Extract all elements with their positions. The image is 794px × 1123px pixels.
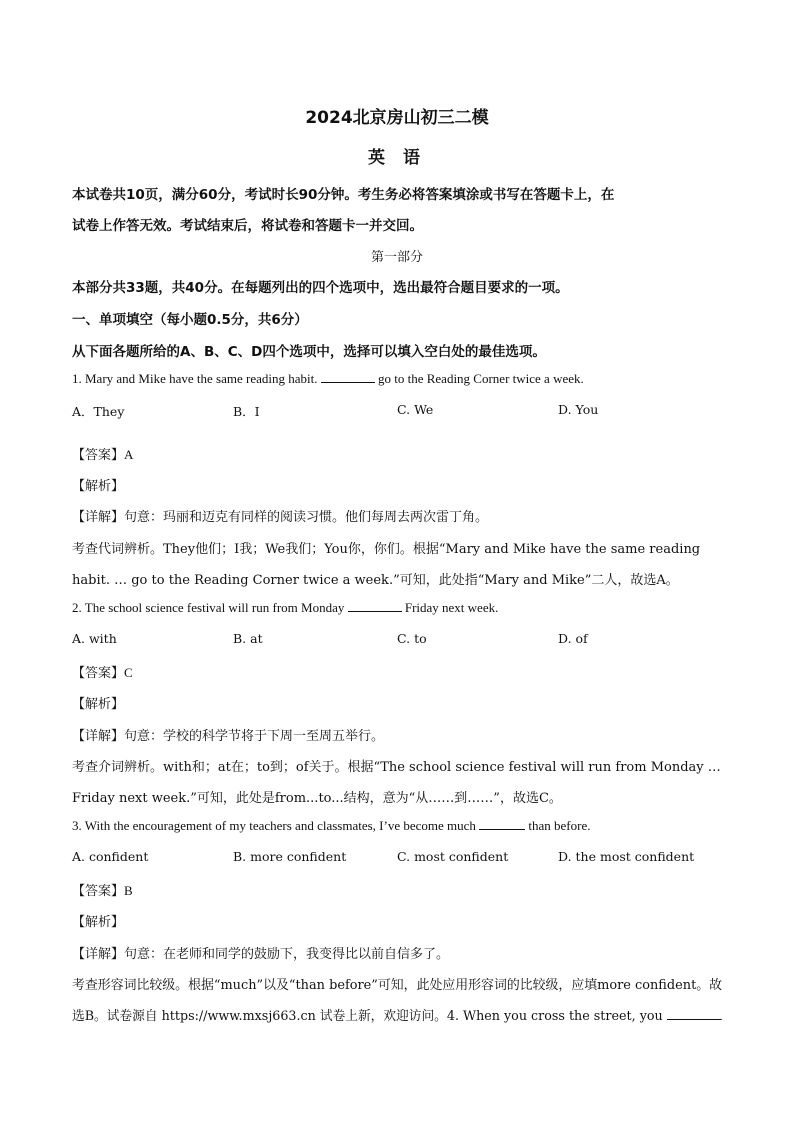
question-1-detail: 【详解】句意：玛丽和迈克有同样的阅读习惯。他们每周去两次雷丁角。 bbox=[72, 510, 489, 525]
question-1-explanation-2: habit. … go to the Reading Corner twice a week.”可知，此处指“Mary and Mike”二人，故选A。 bbox=[72, 573, 679, 588]
question-2-explanation-1: 考查介词辨析。with和；at在；to到；of关于。根据“The school science festival will run from Monday … bbox=[72, 760, 721, 775]
question-3-option-a: A. confident bbox=[72, 849, 149, 864]
question-1-stem: 1. Mary and Mike have the same reading habit. go to the Reading Corner twice a week. bbox=[72, 371, 584, 386]
intro-line-1: 本试卷共10页，满分60分，考试时长90分钟。考生务必将答案填涂或书写在答题卡上，在 bbox=[72, 187, 615, 203]
question-3-explanation-1: 考查形容词比较级。根据“much”以及“than before”可知，此处应用形容词的比较级，应填more confident。故 bbox=[72, 978, 723, 993]
section-heading: 一、单项填空（每小题0.5分，共6分） bbox=[72, 312, 308, 328]
question-2-option-d: D. of bbox=[558, 631, 588, 646]
intro-line-2: 试卷上作答无效。考试结束后，将试卷和答题卡一并交回。 bbox=[72, 218, 423, 234]
question-1-analysis-tag: 【解析】 bbox=[72, 479, 125, 494]
part-description: 本部分共33题，共40分。在每题列出的四个选项中，选出最符合题目要求的一项。 bbox=[72, 280, 569, 296]
question-3-option-c: C. most confident bbox=[397, 849, 509, 864]
question-3-explanation-2: 选B。试卷源自 https://www.mxsj663.cn 试卷上新，欢迎访问。4. When you cross the street, you bbox=[72, 1005, 721, 1024]
question-3-analysis-tag: 【解析】 bbox=[72, 915, 125, 930]
question-1-option-d: D. You bbox=[558, 402, 599, 417]
question-3-stem: 3. With the encouragement of my teachers and classmates, I’ve become much than before. bbox=[72, 818, 591, 833]
question-2-stem: 2. The school science festival will run from Monday Friday next week. bbox=[72, 600, 499, 615]
answer-blank bbox=[348, 601, 402, 612]
exam-title: 2024北京房山初三二模 bbox=[305, 108, 489, 128]
question-2-explanation-2: Friday next week.”可知，此处是from...to...结构，意为“从……到……”，故选C。 bbox=[72, 791, 562, 806]
question-2-option-c: C. to bbox=[397, 631, 427, 646]
question-2-detail: 【详解】句意：学校的科学节将于下周一至周五举行。 bbox=[72, 729, 385, 744]
question-2-answer: 【答案】C bbox=[72, 665, 133, 681]
question-1-explanation-1: 考查代词辨析。They他们；I我；We我们；You你，你们。根据“Mary and Mike have the same reading bbox=[72, 542, 701, 557]
question-2-option-b: B. at bbox=[233, 631, 263, 646]
answer-blank bbox=[321, 372, 375, 383]
section-instruction: 从下面各题所给的A、B、C、D四个选项中，选择可以填入空白处的最佳选项。 bbox=[72, 344, 546, 360]
question-1-answer: 【答案】A bbox=[72, 447, 134, 463]
question-2-option-a: A. with bbox=[72, 631, 117, 646]
question-3-answer: 【答案】B bbox=[72, 883, 133, 899]
question-2-analysis-tag: 【解析】 bbox=[72, 697, 125, 712]
subject-title: 英 语 bbox=[368, 148, 426, 168]
answer-blank bbox=[479, 819, 525, 830]
question-3-detail: 【详解】句意：在老师和同学的鼓励下，我变得比以前自信多了。 bbox=[72, 947, 450, 962]
question-1-option-a: A．They bbox=[72, 404, 125, 419]
question-3-option-b: B. more confident bbox=[233, 849, 347, 864]
question-1-option-c: C. We bbox=[397, 402, 434, 417]
question-3-option-d: D. the most confident bbox=[558, 849, 695, 864]
answer-blank bbox=[667, 1009, 722, 1020]
question-1-option-b: B．I bbox=[233, 404, 260, 419]
part-title: 第一部分 bbox=[370, 250, 423, 265]
